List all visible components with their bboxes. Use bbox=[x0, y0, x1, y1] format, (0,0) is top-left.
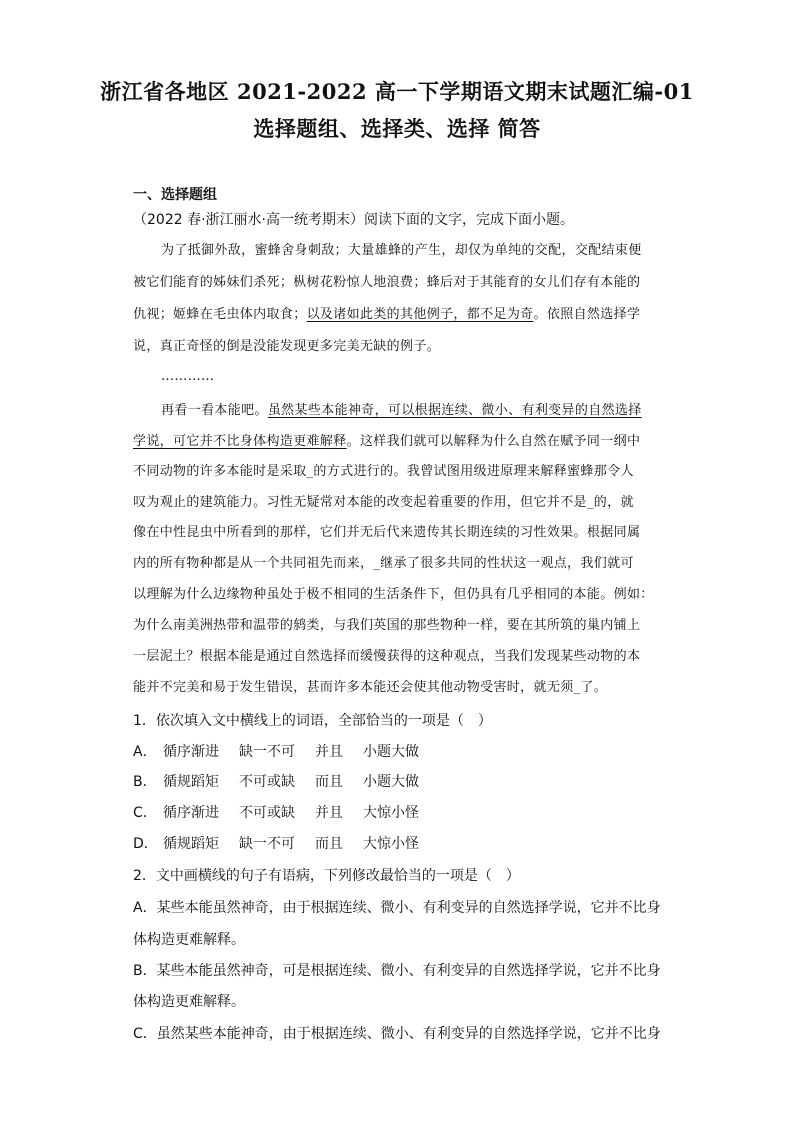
passage-text: 。依照自然选择学 bbox=[533, 307, 641, 322]
option-label: A． bbox=[133, 744, 157, 760]
question-1-stem: 1．依次填入文中横线上的词语，全部恰当的一项是（ ） bbox=[133, 713, 492, 729]
question-1-option-d bbox=[133, 833, 419, 855]
option-word: 大惊小怪 bbox=[363, 805, 419, 821]
question-2-option-a: A．某些本能虽然神奇，由于根据连续、微小、有利变异的自然选择学说，它并不比身 bbox=[133, 900, 661, 916]
question-2-stem: 2．文中画横线的句子有语病，下列修改最恰当的一项是（ ） bbox=[133, 868, 520, 884]
question-2-option-b-cont: 体构造更难解释。 bbox=[133, 994, 245, 1010]
passage-line: 为了抵御外敌，蜜蜂舍身刺敌；大量雄蜂的产生，却仅为单纯的交配，交配结束便 bbox=[161, 243, 642, 258]
option-word: 循序渐进 bbox=[163, 744, 219, 760]
option-word: 小题大做 bbox=[363, 744, 419, 760]
option-word: 循规蹈矩 bbox=[163, 836, 219, 852]
option-label: B． bbox=[133, 774, 157, 790]
option-word: 而且 bbox=[315, 836, 343, 852]
underlined-sentence: 以及诸如此类的其他例子，都不足为奇 bbox=[306, 307, 534, 322]
passage-text: 。这样我们就可以解释为什么自然在赋予同一纲中 bbox=[346, 434, 641, 449]
passage-line: 一层泥土？根据本能是通过自然选择而缓慢获得的这种观点，当我们发现某些动物的本 bbox=[133, 649, 641, 664]
underlined-sentence: 虽然某些本能神奇，可以根据连续、微小、有利变异的自然选择 bbox=[267, 403, 642, 418]
passage-line: 能并不完美和易于发生错误，甚而许多本能还会使其他动物受害时，就无须_了。 bbox=[133, 680, 608, 695]
option-word: 循规蹈矩 bbox=[163, 774, 219, 790]
passage-line: 为什么南美洲热带和温带的鸫类，与我们英国的那些物种一样，要在其所筑的巢内铺上 bbox=[133, 618, 641, 633]
question-1-option-c bbox=[133, 802, 419, 824]
option-word: 缺一不可 bbox=[239, 744, 295, 760]
passage-text: 再看一看本能吧。 bbox=[161, 403, 268, 418]
source-note: （2022 春·浙江丽水·高一统考期末）阅读下面的文字，完成下面小题。 bbox=[133, 212, 574, 228]
option-word: 不可或缺 bbox=[239, 805, 295, 821]
ellipsis: ………… bbox=[161, 369, 215, 384]
passage-line: 不同动物的许多本能时是采取_的方式进行的。我曾试图用级进原理来解释蜜蜂那令人 bbox=[133, 464, 634, 479]
option-word: 循序渐进 bbox=[163, 805, 219, 821]
document-title-line-1: 浙江省各地区 2021-2022 高一下学期语文期末试题汇编-01 bbox=[100, 79, 694, 104]
question-2-option-b: B．某些本能虽然神奇，可是根据连续、微小、有利变异的自然选择学说，它并不比身 bbox=[133, 963, 661, 979]
question-1-option-a bbox=[133, 741, 419, 763]
passage-line bbox=[133, 431, 661, 453]
option-word: 并且 bbox=[315, 744, 343, 760]
option-label: D． bbox=[133, 836, 158, 852]
option-label: C． bbox=[133, 805, 157, 821]
passage-line: 叹为观止的建筑能力。习性无疑常对本能的改变起着重要的作用，但它并不是_的，就 bbox=[133, 495, 634, 510]
question-1-option-b bbox=[133, 771, 419, 793]
passage-line: 以理解为什么边缘物种虽处于极不相同的生活条件下，但仍具有几乎相同的本能。例如： bbox=[133, 587, 654, 602]
option-word: 大惊小怪 bbox=[363, 836, 419, 852]
document-title-line-2: 选择题组、选择类、选择 简答 bbox=[253, 116, 541, 141]
passage-line: 内的所有物种都是从一个共同祖先而来，_继承了很多共同的性状这一观点，我们就可 bbox=[133, 556, 634, 571]
underlined-sentence: 学说，可它并不比身体构造更难解释 bbox=[133, 434, 347, 449]
passage-line bbox=[133, 304, 661, 326]
passage-line: 像在中性昆虫中所看到的那样，它们并无后代来遗传其长期连续的习性效果。根据同属 bbox=[133, 525, 641, 540]
question-2-option-c: C．虽然某些本能神奇，由于根据连续、微小、有利变异的自然选择学说，它并不比身 bbox=[133, 1026, 661, 1042]
question-2-option-a-cont: 体构造更难解释。 bbox=[133, 932, 245, 948]
section-heading: 一、选择题组 bbox=[133, 187, 217, 203]
option-word: 不可或缺 bbox=[239, 774, 295, 790]
passage-line: 被它们能育的姊妹们杀死；枞树花粉惊人地浪费；蜂后对于其能育的女儿们存有本能的 bbox=[133, 275, 641, 290]
option-word: 缺一不可 bbox=[239, 836, 295, 852]
passage-text: 仇视；姬蜂在毛虫体内取食； bbox=[133, 307, 307, 322]
option-word: 而且 bbox=[315, 774, 343, 790]
option-word: 小题大做 bbox=[363, 774, 419, 790]
passage-line bbox=[161, 400, 661, 422]
passage-line: 说，真正奇怪的倒是没能发现更多完美无缺的例子。 bbox=[133, 339, 441, 354]
option-word: 并且 bbox=[315, 805, 343, 821]
